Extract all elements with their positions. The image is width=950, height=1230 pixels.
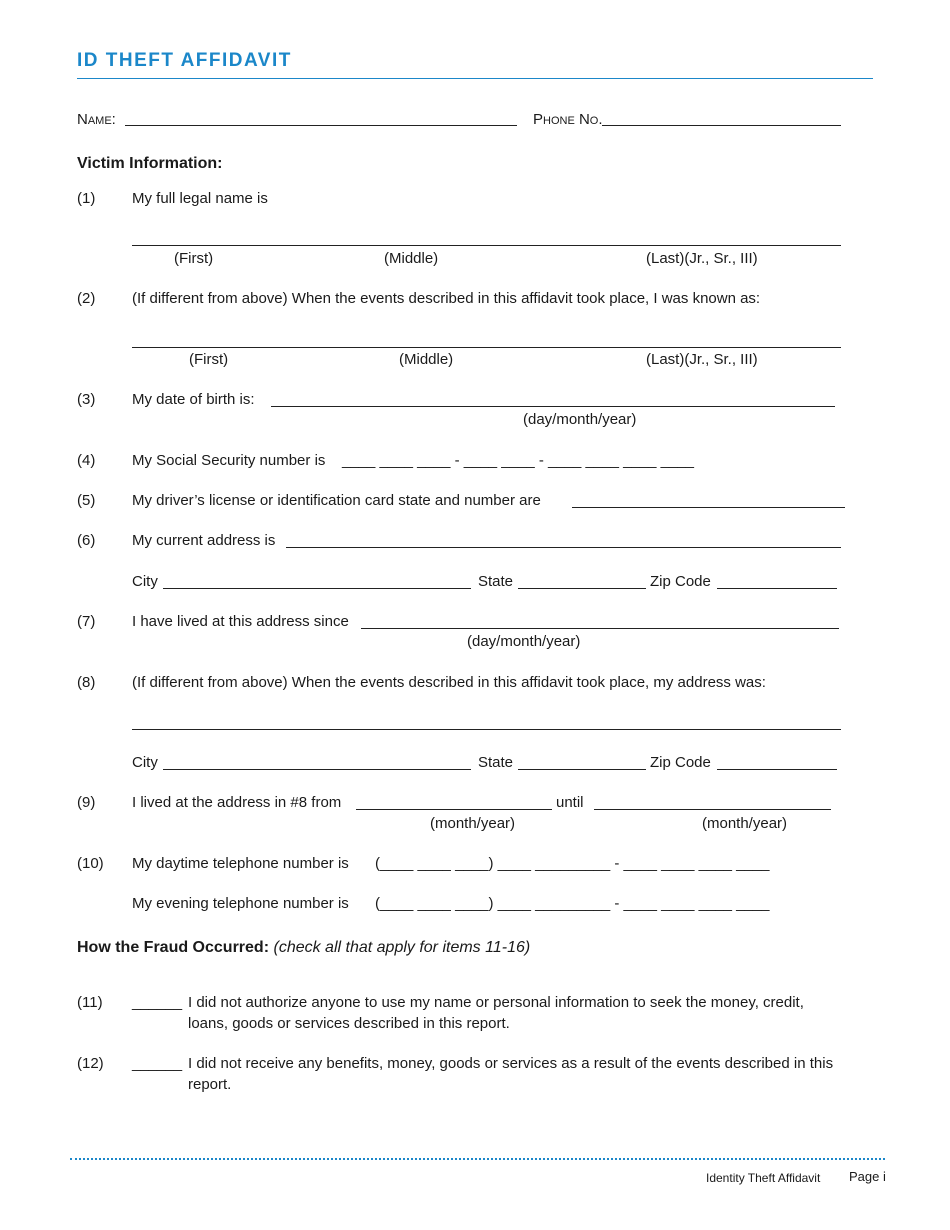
city-field[interactable] (163, 769, 471, 770)
former-address-field[interactable] (132, 729, 841, 730)
lived-since-field[interactable] (361, 628, 839, 629)
item-number: (7) (77, 613, 96, 630)
city-label: City (132, 573, 158, 590)
former-name-field[interactable] (132, 347, 841, 348)
daytime-phone-label: My daytime telephone number is (132, 855, 349, 872)
name-label: Name: (77, 111, 116, 128)
former-address-label: (If different from above) When the events described in this affidavit took place, my address was: (132, 674, 766, 691)
item-number: (10) (77, 855, 104, 872)
lived-from-label: I lived at the address in #8 from (132, 794, 342, 811)
address-label: My current address is (132, 532, 276, 549)
full-name-field[interactable] (132, 245, 841, 246)
footer-doc-title: Identity Theft Affidavit (706, 1171, 821, 1185)
until-label: until (556, 794, 584, 811)
zip-label: Zip Code (650, 754, 711, 771)
first-hint: (First) (174, 250, 214, 267)
full-name-label: My full legal name is (132, 190, 268, 207)
evening-phone-label: My evening telephone number is (132, 895, 349, 912)
dob-field[interactable] (271, 406, 835, 407)
fraud-note: (check all that apply for items 11-16) (273, 939, 531, 956)
from-hint: (month/year) (430, 815, 516, 832)
license-field[interactable] (572, 507, 845, 508)
item-number: (9) (77, 794, 96, 811)
item-12-line1: I did not receive any benefits, money, goods or services as a result of the events described in this (188, 1055, 834, 1072)
ssn-field[interactable]: ____ ____ ____ - ____ ____ - ____ ____ ____ ____ (342, 452, 694, 469)
page-title: ID THEFT AFFIDAVIT (77, 50, 292, 71)
title-rule (77, 78, 873, 79)
fraud-heading (77, 939, 530, 957)
zip-field[interactable] (717, 769, 837, 770)
item-number: (1) (77, 190, 96, 207)
name-field[interactable] (125, 125, 517, 126)
lived-since-hint: (day/month/year) (467, 633, 581, 650)
middle-hint: (Middle) (384, 250, 439, 267)
lived-since-label: I have lived at this address since (132, 613, 349, 630)
item-11-line1: I did not authorize anyone to use my name or personal information to seek the money, credit, (188, 994, 804, 1011)
item-number: (3) (77, 391, 96, 408)
fraud-heading-text: How the Fraud Occurred: (77, 939, 270, 956)
middle-hint: (Middle) (399, 351, 454, 368)
phone-field[interactable] (602, 125, 841, 126)
check-blank-12[interactable]: ______ (132, 1055, 183, 1072)
last-hint: (Last)(Jr., Sr., III) (646, 351, 758, 368)
item-12-line2: report. (188, 1076, 232, 1093)
item-number: (11) (77, 994, 103, 1011)
evening-phone-field[interactable]: (____ ____ ____) ____ _________ - ____ ____ ____ ____ (375, 895, 770, 912)
daytime-phone-field[interactable]: (____ ____ ____) ____ _________ - ____ ____ ____ ____ (375, 855, 770, 872)
item-11-line2: loans, goods or services described in this report. (188, 1015, 510, 1032)
dob-hint: (day/month/year) (523, 411, 637, 428)
victim-info-heading: Victim Information: (77, 155, 223, 172)
item-number: (12) (77, 1055, 104, 1072)
ssn-label: My Social Security number is (132, 452, 326, 469)
license-label: My driver’s license or identification card state and number are (132, 492, 541, 509)
check-blank-11[interactable]: ______ (132, 994, 183, 1011)
phone-label: Phone No. (533, 111, 603, 128)
item-number: (4) (77, 452, 96, 469)
address-field[interactable] (286, 547, 841, 548)
footer-divider (70, 1158, 885, 1160)
zip-label: Zip Code (650, 573, 711, 590)
former-name-label: (If different from above) When the events described in this affidavit took place, I was known as: (132, 290, 761, 307)
lived-until-field[interactable] (594, 809, 831, 810)
zip-field[interactable] (717, 588, 837, 589)
item-number: (8) (77, 674, 96, 691)
page-number: Page i (849, 1169, 886, 1184)
item-number: (5) (77, 492, 96, 509)
until-hint: (month/year) (702, 815, 788, 832)
state-label: State (478, 754, 514, 771)
item-number: (2) (77, 290, 96, 307)
state-field[interactable] (518, 588, 646, 589)
state-label: State (478, 573, 514, 590)
dob-label: My date of birth is: (132, 391, 255, 408)
first-hint: (First) (189, 351, 229, 368)
state-field[interactable] (518, 769, 646, 770)
item-number: (6) (77, 532, 96, 549)
lived-from-field[interactable] (356, 809, 552, 810)
city-field[interactable] (163, 588, 471, 589)
city-label: City (132, 754, 158, 771)
last-hint: (Last)(Jr., Sr., III) (646, 250, 758, 267)
